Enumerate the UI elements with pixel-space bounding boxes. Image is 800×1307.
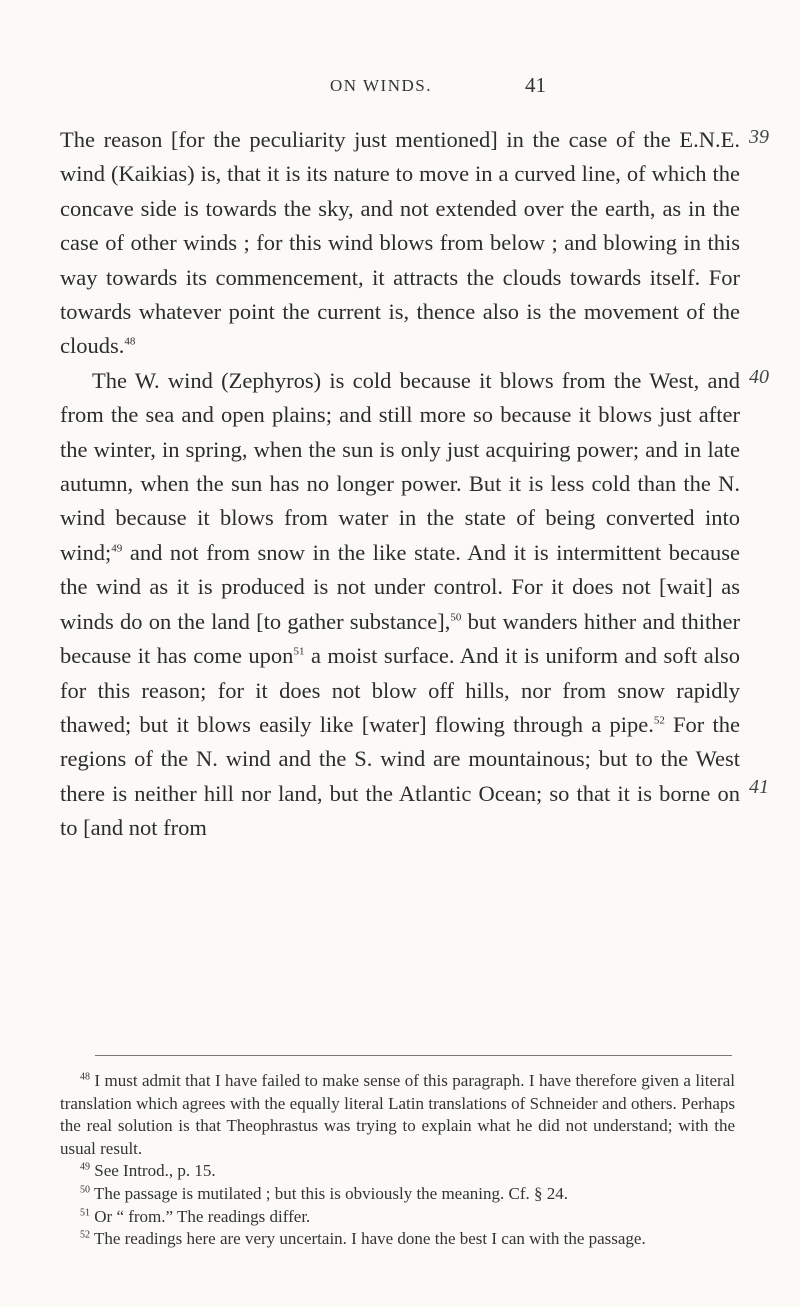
page-header xyxy=(0,73,800,106)
margin-section-number: 39 xyxy=(749,126,769,148)
footnote-divider xyxy=(95,1055,732,1056)
running-head: ON WINDS. xyxy=(330,76,432,95)
paragraph xyxy=(60,364,740,846)
margin-section-number: 41 xyxy=(749,776,769,798)
body-text xyxy=(60,123,740,846)
footnote-mark: 50 xyxy=(80,1184,90,1196)
footnote-ref: 49 xyxy=(111,542,123,555)
text-run: and not from snow in the like state. And it is intermittent because the wind as it is produced is not under control. For it does not [wait] as winds do on the land [to gather substance], xyxy=(60,539,740,634)
footnote-mark: 48 xyxy=(80,1071,90,1083)
page-number: 41 xyxy=(525,73,546,97)
footnote-text: Or “ from.” The readings differ. xyxy=(90,1206,311,1226)
footnote-text: See Introd., p. 15. xyxy=(90,1161,216,1181)
footnote-text: I must admit that I have failed to make sense of this paragraph. I have therefore given a literal translation which agrees with the equally literal Latin translations of Schneider and others. Perhaps the real solution is that Theophrastus was trying to explain what he did not understand; with the usual result. xyxy=(60,1071,735,1158)
footnote-mark: 51 xyxy=(80,1206,90,1218)
text-run: The W. wind (Zephyros) is cold because it blows from the West, and from the sea and open plains; and still more so because it blows just after the winter, in spring, when the sun is only just acquiring power; and in late autumn, when the sun has no longer power. But it is less cold than the N. wind because it blows from water in the state of being converted into wind; xyxy=(60,367,740,565)
footnotes xyxy=(60,1070,735,1251)
text-run: For the regions of the N. wind and the S. wind are mountainous; but to the West there is neither hill nor land, but the Atlantic Ocean; so that it is borne on to [and not from xyxy=(60,711,740,841)
footnote-ref: 52 xyxy=(653,714,665,727)
text-run: a moist surface. And it is uniform and soft also for this reason; for it does not blow off hills, nor from snow rapidly thawed; but it blows easily like [water] flowing through a pipe. xyxy=(60,643,741,737)
text-run: but wanders hither and thither because it has come upon xyxy=(60,608,740,669)
footnote-ref: 50 xyxy=(450,611,462,624)
footnote xyxy=(60,1070,735,1160)
footnote-text: The passage is mutilated ; but this is obviously the meaning. Cf. § 24. xyxy=(90,1183,569,1203)
footnote-text: The readings here are very uncertain. I have done the best I can with the passage. xyxy=(90,1229,646,1249)
footnote xyxy=(60,1160,735,1183)
footnote xyxy=(60,1183,735,1206)
footnote xyxy=(60,1228,735,1251)
text-run: The reason [for the peculiarity just mentioned] in the case of the E.N.E. wind (Kaikias) is, that it is its nature to move in a curved line, of which the concave side is towards the sky, and not extended over the earth, as in the case of other winds ; for this wind blows from below ; and blowing in this way towards its commencement, it attracts the clouds towards itself. For towards whatever point the current is, thence also is the movement of the clouds. xyxy=(60,127,740,359)
margin-section-number: 40 xyxy=(749,366,769,388)
footnote-mark: 52 xyxy=(80,1229,90,1241)
footnote-mark: 49 xyxy=(80,1161,90,1173)
footnote-ref: 48 xyxy=(124,335,136,348)
paragraph xyxy=(60,123,740,364)
footnote xyxy=(60,1206,735,1229)
footnote-ref: 51 xyxy=(293,645,305,658)
